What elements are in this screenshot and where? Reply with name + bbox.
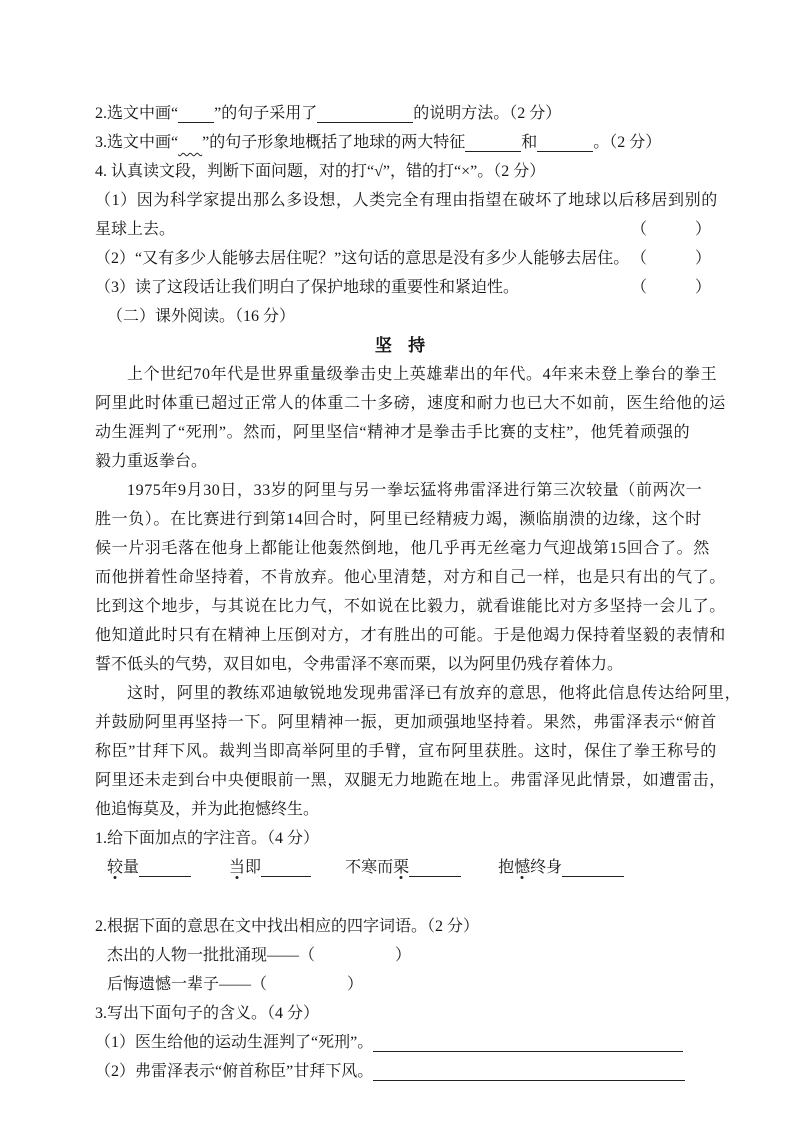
annotated-character: 憾: [514, 859, 531, 876]
text-segment: 。（2 分）: [593, 134, 662, 151]
passage-p2-l3: [95, 534, 711, 563]
text-segment: 这时，阿里的教练邓迪敏锐地发现弗雷泽已有放弃的意思，他将此信息传达给阿里，: [127, 685, 742, 702]
answer-blank-underline: [261, 860, 311, 877]
judge-item-2-line: [95, 244, 711, 273]
answer-blank-underline: [537, 135, 593, 152]
text-segment: 3.写出下面句子的含义。（4 分）: [95, 1005, 320, 1022]
passage-p2-l1: [95, 476, 711, 505]
text-segment: 他知道此时只有在精神上压倒对方，才有胜出的可能。于是他竭力保持着坚毅的表情和: [95, 627, 726, 644]
text-segment: 阿里此时体重已超过正常人的体重二十多磅，速度和耐力也已大不如前，医生给他的运: [95, 395, 726, 412]
judge-item-1-line-2: [95, 215, 711, 244]
passage-p2-l6: [95, 621, 726, 650]
judge-item-3-line: [95, 273, 711, 302]
text-segment: （3）读了这段话让我们明白了保护地球的重要性和紧迫性。: [95, 279, 520, 296]
passage-p1-l4: [95, 447, 711, 476]
text-segment: 比到这个地步，与其说在比力气，不如说在比毅力，就看谁能比对方多坚持一会儿了。: [95, 598, 726, 615]
question-3-line: [95, 128, 711, 157]
text-segment: 抱: [498, 859, 515, 876]
document-content: [95, 99, 742, 1086]
text-segment: 4. 认真读文段，判断下面问题，对的打“√”，错的打“×”。（2 分）: [95, 163, 546, 180]
passage-p3-l4: [95, 766, 726, 795]
text-segment: 杰出的人物一批批涌现——（ ）: [107, 947, 412, 964]
answer-blank-underline: [178, 106, 214, 123]
text-segment: 并鼓励阿里再坚持一下。阿里精神一振，更加顽强地坚持着。果然，弗雷泽表示“俯首: [95, 714, 717, 731]
text-segment: 坚 持: [374, 336, 432, 355]
passage-p2-l2: [95, 505, 711, 534]
text-segment: （1）医生给他的运动生涯判了“死刑”。: [95, 1034, 374, 1051]
text-segment: 即: [245, 859, 262, 876]
answer-parens: （ ）: [630, 279, 711, 296]
text-segment: 星球上去。: [95, 221, 176, 238]
text-segment: ”的句子采用了: [214, 105, 318, 122]
rq2-line: [95, 912, 711, 941]
text-segment: ”的句子形象地概括了地球的两大特征: [202, 134, 466, 151]
passage-p3-l1: [95, 679, 742, 708]
text-segment: 上个世纪70年代是世界重量级拳击史上英雄辈出的年代。4年来未登上拳台的拳王: [127, 366, 718, 383]
text-segment: 3.选文中画“: [95, 134, 179, 151]
rq3-item-2: [95, 1057, 711, 1086]
rq1-words-line: [95, 853, 711, 882]
text-segment: 誓不低头的气势，双目如电，令弗雷泽不寒而栗，以为阿里仍残存着体力。: [95, 656, 624, 673]
question-4-line: [95, 157, 711, 186]
rq1-line: [95, 824, 711, 853]
text-segment: 后悔遗憾一辈子——（ ）: [107, 976, 364, 993]
text-segment: （二）课外阅读。（16 分）: [107, 308, 296, 325]
answer-blank-underline: [139, 860, 191, 877]
text-segment: 称臣”甘拜下风。裁判当即高举阿里的手臂，宣布阿里获胜。这时，保住了拳王称号的: [95, 743, 717, 760]
passage-p2-l5: [95, 592, 726, 621]
text-segment: 而他拼着性命坚持着，不肯放弃。他心里清楚，对方和自己一样，也是只有出的气了。: [95, 569, 726, 586]
annotated-character: 当: [229, 859, 246, 876]
passage-p1-l3: [95, 418, 711, 447]
passage-p3-l5: [95, 795, 711, 824]
annotated-character: 栗: [393, 859, 410, 876]
passage-p2-l4: [95, 563, 726, 592]
text-segment: 毅力重返拳台。: [95, 453, 208, 470]
passage-p2-l7: [95, 650, 711, 679]
text-segment: （2）“又有多少人能够去居住呢？”这句话的意思是没有多少人能够去居住。: [95, 250, 630, 267]
rq3-line: [95, 999, 711, 1028]
passage-p1-l2: [95, 389, 726, 418]
answer-parens: （ ）: [630, 221, 711, 238]
annotated-character: 较: [107, 859, 124, 876]
answer-blank-underline: [465, 135, 521, 152]
text-segment: 不寒而: [345, 859, 394, 876]
text-segment: 1.给下面加点的字注音。（4 分）: [95, 830, 320, 847]
text-segment: （2）弗雷泽表示“俯首称臣”甘拜下风。: [95, 1063, 374, 1080]
text-segment: 阿里还未走到台中央便眼前一黑，双腿无力地跪在地上。弗雷泽见此情景，如遭雷击，: [95, 772, 726, 789]
text-segment: 2.根据下面的意思在文中找出相应的四字词语。（2 分）: [95, 918, 480, 935]
text-segment: 1975年9月30日，33岁的阿里与另一拳坛猛将弗雷泽进行第三次较量（前两次一: [127, 482, 703, 499]
answer-blank-underline: [373, 1035, 683, 1052]
text-segment: 2.选文中画“: [95, 105, 179, 122]
answer-blank-underline: [409, 860, 461, 877]
judge-item-1-line-1: [95, 186, 718, 215]
answer-blank-underline: [373, 1064, 685, 1081]
section-2-heading: [95, 302, 711, 331]
text-segment: 胜一负）。在比赛进行到第14回合时，阿里已经精疲力竭，濒临崩溃的边缘，这个时: [95, 511, 702, 528]
text-segment: 的说明方法。（2 分）: [413, 105, 562, 122]
rq2-item-2: [95, 970, 711, 999]
text-segment: 他追悔莫及，并为此抱憾终生。: [95, 801, 320, 818]
passage-p3-l2: [95, 708, 717, 737]
rq2-item-1: [95, 941, 711, 970]
answer-parens: （ ）: [630, 250, 711, 267]
text-segment: 量: [123, 859, 140, 876]
rq3-item-1: [95, 1028, 711, 1057]
answer-blank-underline: [562, 860, 624, 877]
text-segment: 候一片羽毛落在他身上都能让他轰然倒地，他几乎再无丝毫力气迎战第15回合了。然: [95, 540, 710, 557]
passage-title: [95, 331, 711, 360]
text-segment: 和: [521, 134, 538, 151]
text-segment: 终身: [530, 859, 563, 876]
wavy-underline: [178, 128, 202, 157]
text-segment: （1）因为科学家提出那么多设想，人类完全有理由指望在破坏了地球以后移居到别的: [95, 192, 718, 209]
passage-p1-l1: [95, 360, 718, 389]
passage-p3-l3: [95, 737, 717, 766]
answer-blank-underline: [317, 106, 413, 123]
text-segment: 动生涯判了“死刑”。然而，阿里坚信“精神才是拳击手比赛的支柱”，他凭着顽强的: [95, 424, 691, 441]
question-2-line: [95, 99, 711, 128]
